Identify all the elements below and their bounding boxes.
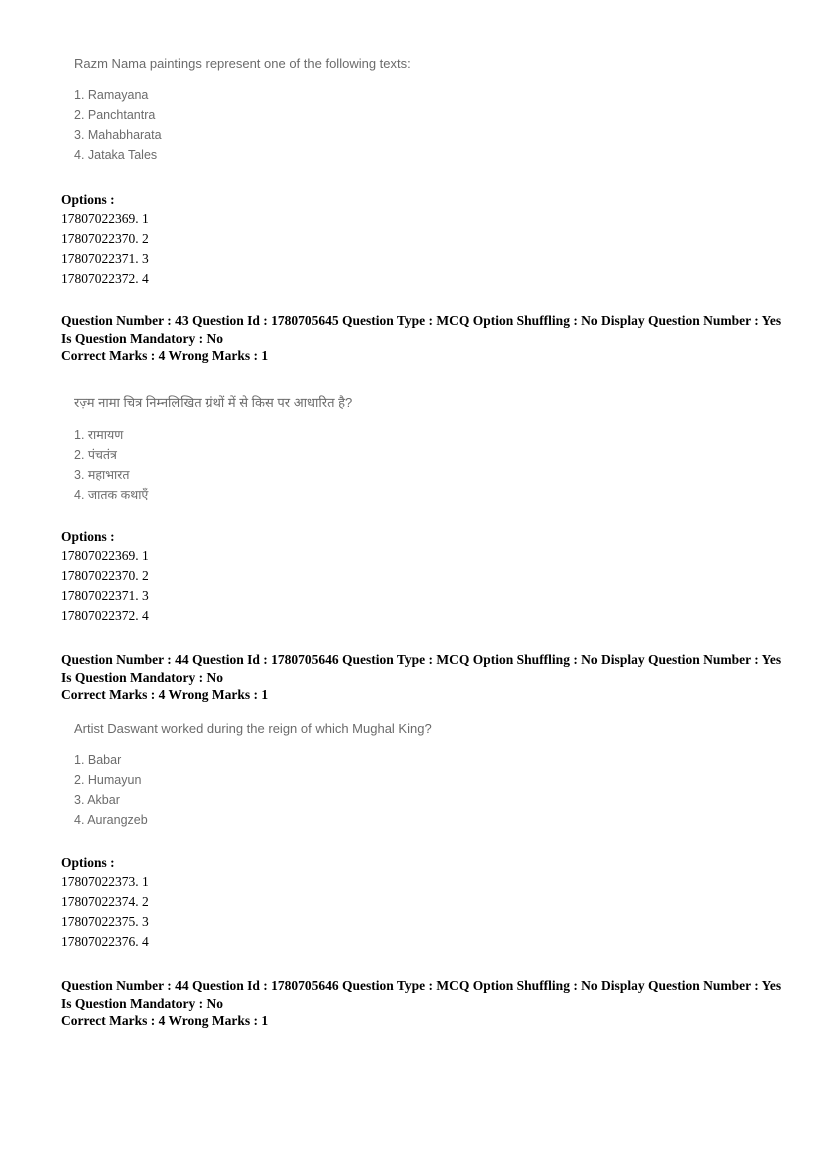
question-meta	[61, 651, 781, 704]
meta-line: Question Number : 44 Question Id : 1780705646 Question Type : MCQ Option Shuffling : No Display Question Number : Yes	[61, 652, 782, 667]
options-list	[61, 872, 149, 952]
choice-item: 1. Babar	[74, 753, 122, 767]
question-text: रज़्म नामा चित्र निम्नलिखित ग्रंथों में से किस पर आधारित है?	[74, 395, 353, 410]
options-list	[61, 546, 149, 626]
meta-line: Is Question Mandatory : No	[61, 330, 224, 346]
meta-line: Question Number : 43 Question Id : 1780705645 Question Type : MCQ Option Shuffling : No Display Question Number : Yes	[61, 313, 782, 328]
option-item: 17807022374. 2	[61, 894, 149, 909]
question-meta	[61, 312, 781, 365]
question-image-1	[74, 56, 411, 165]
option-item: 17807022373. 1	[61, 874, 149, 889]
meta-line: Is Question Mandatory : No	[61, 995, 224, 1011]
options-label: Options :	[61, 529, 115, 544]
meta-line: Is Question Mandatory : No	[61, 669, 224, 685]
choice-list	[74, 425, 352, 505]
choice-item: 1. Ramayana	[74, 88, 149, 102]
question-image-3	[74, 721, 432, 830]
option-item: 17807022372. 4	[61, 608, 149, 623]
choice-item: 3. Akbar	[74, 793, 120, 807]
choice-item: 3. Mahabharata	[74, 128, 162, 142]
options-label: Options :	[61, 855, 115, 870]
option-item: 17807022372. 4	[61, 271, 149, 286]
meta-line: Correct Marks : 4 Wrong Marks : 1	[61, 348, 269, 363]
option-item: 17807022371. 3	[61, 251, 149, 266]
choice-item: 3. महाभारत	[74, 468, 130, 482]
choice-item: 2. Panchtantra	[74, 108, 156, 122]
choice-item: 4. Aurangzeb	[74, 813, 148, 827]
option-item: 17807022369. 1	[61, 548, 149, 563]
meta-line: Correct Marks : 4 Wrong Marks : 1	[61, 1013, 269, 1028]
choice-list	[74, 750, 432, 830]
option-item: 17807022370. 2	[61, 231, 149, 246]
option-item: 17807022370. 2	[61, 568, 149, 583]
options-label: Options :	[61, 192, 115, 207]
choice-item: 2. पंचतंत्र	[74, 448, 117, 462]
option-item: 17807022376. 4	[61, 934, 149, 949]
question-image-2	[74, 393, 352, 505]
meta-line: Correct Marks : 4 Wrong Marks : 1	[61, 687, 269, 702]
choice-item: 1. रामायण	[74, 428, 124, 442]
question-text: Razm Nama paintings represent one of the following texts:	[74, 56, 411, 71]
option-item: 17807022375. 3	[61, 914, 149, 929]
question-text: Artist Daswant worked during the reign of which Mughal King?	[74, 721, 432, 736]
meta-line: Question Number : 44 Question Id : 1780705646 Question Type : MCQ Option Shuffling : No Display Question Number : Yes	[61, 978, 782, 993]
choice-item: 2. Humayun	[74, 773, 142, 787]
choice-item: 4. Jataka Tales	[74, 148, 158, 162]
choice-item: 4. जातक कथाएँ	[74, 488, 149, 502]
option-item: 17807022371. 3	[61, 588, 149, 603]
option-item: 17807022369. 1	[61, 211, 149, 226]
options-list	[61, 209, 149, 289]
choice-list	[74, 85, 411, 165]
question-meta	[61, 977, 781, 1030]
